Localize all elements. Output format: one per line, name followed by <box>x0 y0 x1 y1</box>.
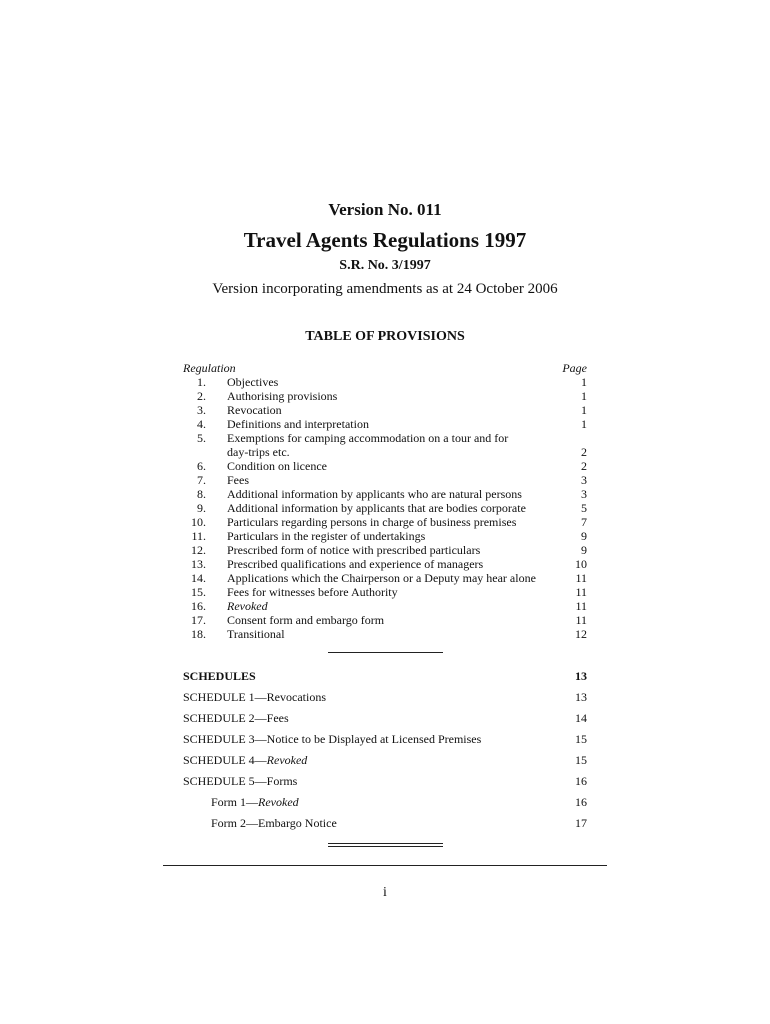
regulation-column-header: Regulation <box>183 361 236 375</box>
regulation-number: 3. <box>197 403 206 417</box>
regulation-number: 9. <box>197 501 206 515</box>
toc-row <box>183 557 587 571</box>
regulation-title: Exemptions for camping accommodation on a tour and for day-trips etc. <box>227 431 509 459</box>
form-row <box>183 816 587 837</box>
regulation-number: 2. <box>197 389 206 403</box>
toc-row <box>183 403 587 417</box>
schedule-row <box>183 753 587 774</box>
form-label <box>211 795 299 809</box>
schedules-heading: SCHEDULES <box>183 669 256 683</box>
schedules-heading-row <box>183 669 587 690</box>
regulation-page: 9 <box>581 529 587 543</box>
regulation-page: 1 <box>581 375 587 389</box>
regulation-number: 7. <box>197 473 206 487</box>
regulation-number: 13. <box>191 557 206 571</box>
regulation-number: 4. <box>197 417 206 431</box>
regulation-number: 17. <box>191 613 206 627</box>
form-row <box>183 795 587 816</box>
form-label <box>211 816 337 830</box>
regulation-title: Objectives <box>227 375 279 389</box>
regulation-title: Prescribed qualifications and experience of managers <box>227 557 484 571</box>
toc-row <box>183 487 587 501</box>
regulation-title: Revoked <box>227 599 268 613</box>
form-prefix: Form 1— <box>211 795 259 809</box>
schedule-row <box>183 774 587 795</box>
schedule-prefix: SCHEDULE 1— <box>183 690 267 704</box>
version-incorporating-note: Version incorporating amendments as at 24 October 2006 <box>212 281 558 297</box>
regulation-page: 1 <box>581 403 587 417</box>
regulation-title: Consent form and embargo form <box>227 613 385 627</box>
end-divider-bottom <box>328 846 443 847</box>
schedules-heading-page: 13 <box>575 669 587 683</box>
regulation-page: 2 <box>581 445 587 459</box>
schedule-page: 15 <box>575 753 587 767</box>
regulation-number: 11. <box>191 529 206 543</box>
schedule-name: Notice to be Displayed at Licensed Premises <box>266 732 482 746</box>
regulation-page: 7 <box>581 515 587 529</box>
schedule-row <box>183 732 587 753</box>
regulation-page: 10 <box>575 557 587 571</box>
form-name: Embargo Notice <box>258 816 337 830</box>
schedule-row <box>183 690 587 711</box>
form-prefix: Form 2— <box>211 816 259 830</box>
regulation-title: Additional information by applicants who are natural persons <box>227 487 522 501</box>
regulation-number: 16. <box>191 599 206 613</box>
regulation-number: 18. <box>191 627 206 641</box>
regulation-number: 8. <box>197 487 206 501</box>
toc-row <box>183 599 587 613</box>
regulation-page: 1 <box>581 417 587 431</box>
toc-row <box>183 431 587 459</box>
regulation-title: Revocation <box>227 403 282 417</box>
toc-row <box>183 613 587 627</box>
regulation-title: Applications which the Chairperson or a Deputy may hear alone <box>227 571 536 585</box>
schedule-row <box>183 711 587 732</box>
regulation-title: Fees for witnesses before Authority <box>227 585 398 599</box>
toc-row <box>183 389 587 403</box>
regulation-title: Definitions and interpretation <box>227 417 369 431</box>
toc-row <box>183 459 587 473</box>
regulation-number: 1. <box>197 375 206 389</box>
schedule-list <box>183 669 587 837</box>
regulation-page: 11 <box>575 613 587 627</box>
regulation-list <box>183 375 587 641</box>
document-title: Travel Agents Regulations 1997 <box>243 228 527 252</box>
toc-row <box>183 529 587 543</box>
regulation-title: Particulars regarding persons in charge of business premises <box>227 515 517 529</box>
regulation-number: 12. <box>191 543 206 557</box>
schedule-prefix: SCHEDULE 3— <box>183 732 267 746</box>
schedule-prefix: SCHEDULE 5— <box>183 774 267 788</box>
toc-row <box>183 515 587 529</box>
regulation-number: 6. <box>197 459 206 473</box>
schedule-page: 16 <box>575 774 587 788</box>
regulation-page: 3 <box>581 473 587 487</box>
regulation-number: 10. <box>191 515 206 529</box>
form-page: 17 <box>575 816 587 830</box>
schedule-prefix: SCHEDULE 4— <box>183 753 267 767</box>
schedule-name: Fees <box>266 711 289 725</box>
schedule-name: Forms <box>266 774 298 788</box>
toc-row <box>183 571 587 585</box>
regulation-title: Condition on licence <box>227 459 327 473</box>
footer-rule <box>163 865 607 866</box>
schedule-name: Revoked <box>266 753 308 767</box>
toc-row <box>183 585 587 599</box>
schedule-label <box>183 690 326 704</box>
page-number: i <box>383 885 387 900</box>
schedule-page: 14 <box>575 711 587 725</box>
regulation-title: Particulars in the register of undertakings <box>227 529 426 543</box>
regulation-title: Fees <box>227 473 249 487</box>
regulation-page: 11 <box>575 599 587 613</box>
regulation-page: 9 <box>581 543 587 557</box>
regulation-page: 12 <box>575 627 587 641</box>
schedule-label <box>183 753 307 767</box>
regulation-title: Transitional <box>227 627 285 641</box>
form-page: 16 <box>575 795 587 809</box>
form-name: Revoked <box>258 795 299 809</box>
regulation-page: 11 <box>575 585 587 599</box>
toc-row <box>183 501 587 515</box>
version-number: Version No. 011 <box>328 200 442 219</box>
schedule-page: 15 <box>575 732 587 746</box>
regulation-page: 5 <box>581 501 587 515</box>
regulation-number: 15. <box>191 585 206 599</box>
schedule-prefix: SCHEDULE 2— <box>183 711 267 725</box>
regulation-page: 3 <box>581 487 587 501</box>
section-divider <box>328 652 443 653</box>
statutory-rule-number: S.R. No. 3/1997 <box>339 258 431 273</box>
regulation-title: Authorising provisions <box>227 389 338 403</box>
page-column-header: Page <box>562 361 587 375</box>
regulation-number: 5. <box>197 431 206 445</box>
regulation-page: 2 <box>581 459 587 473</box>
schedule-page: 13 <box>575 690 587 704</box>
schedule-label <box>183 711 289 725</box>
schedule-label <box>183 732 481 746</box>
regulation-title: Additional information by applicants that are bodies corporate <box>227 501 526 515</box>
regulation-title: Prescribed form of notice with prescribed particulars <box>227 543 481 557</box>
toc-row <box>183 543 587 557</box>
end-divider-top <box>328 843 443 844</box>
toc-row <box>183 375 587 389</box>
toc-row <box>183 627 587 641</box>
regulation-page: 1 <box>581 389 587 403</box>
toc-heading: TABLE OF PROVISIONS <box>305 329 465 344</box>
schedule-name: Revocations <box>266 690 326 704</box>
toc-row <box>183 417 587 431</box>
regulation-page: 11 <box>575 571 587 585</box>
schedule-label <box>183 774 297 788</box>
toc-row <box>183 473 587 487</box>
regulation-number: 14. <box>191 571 206 585</box>
